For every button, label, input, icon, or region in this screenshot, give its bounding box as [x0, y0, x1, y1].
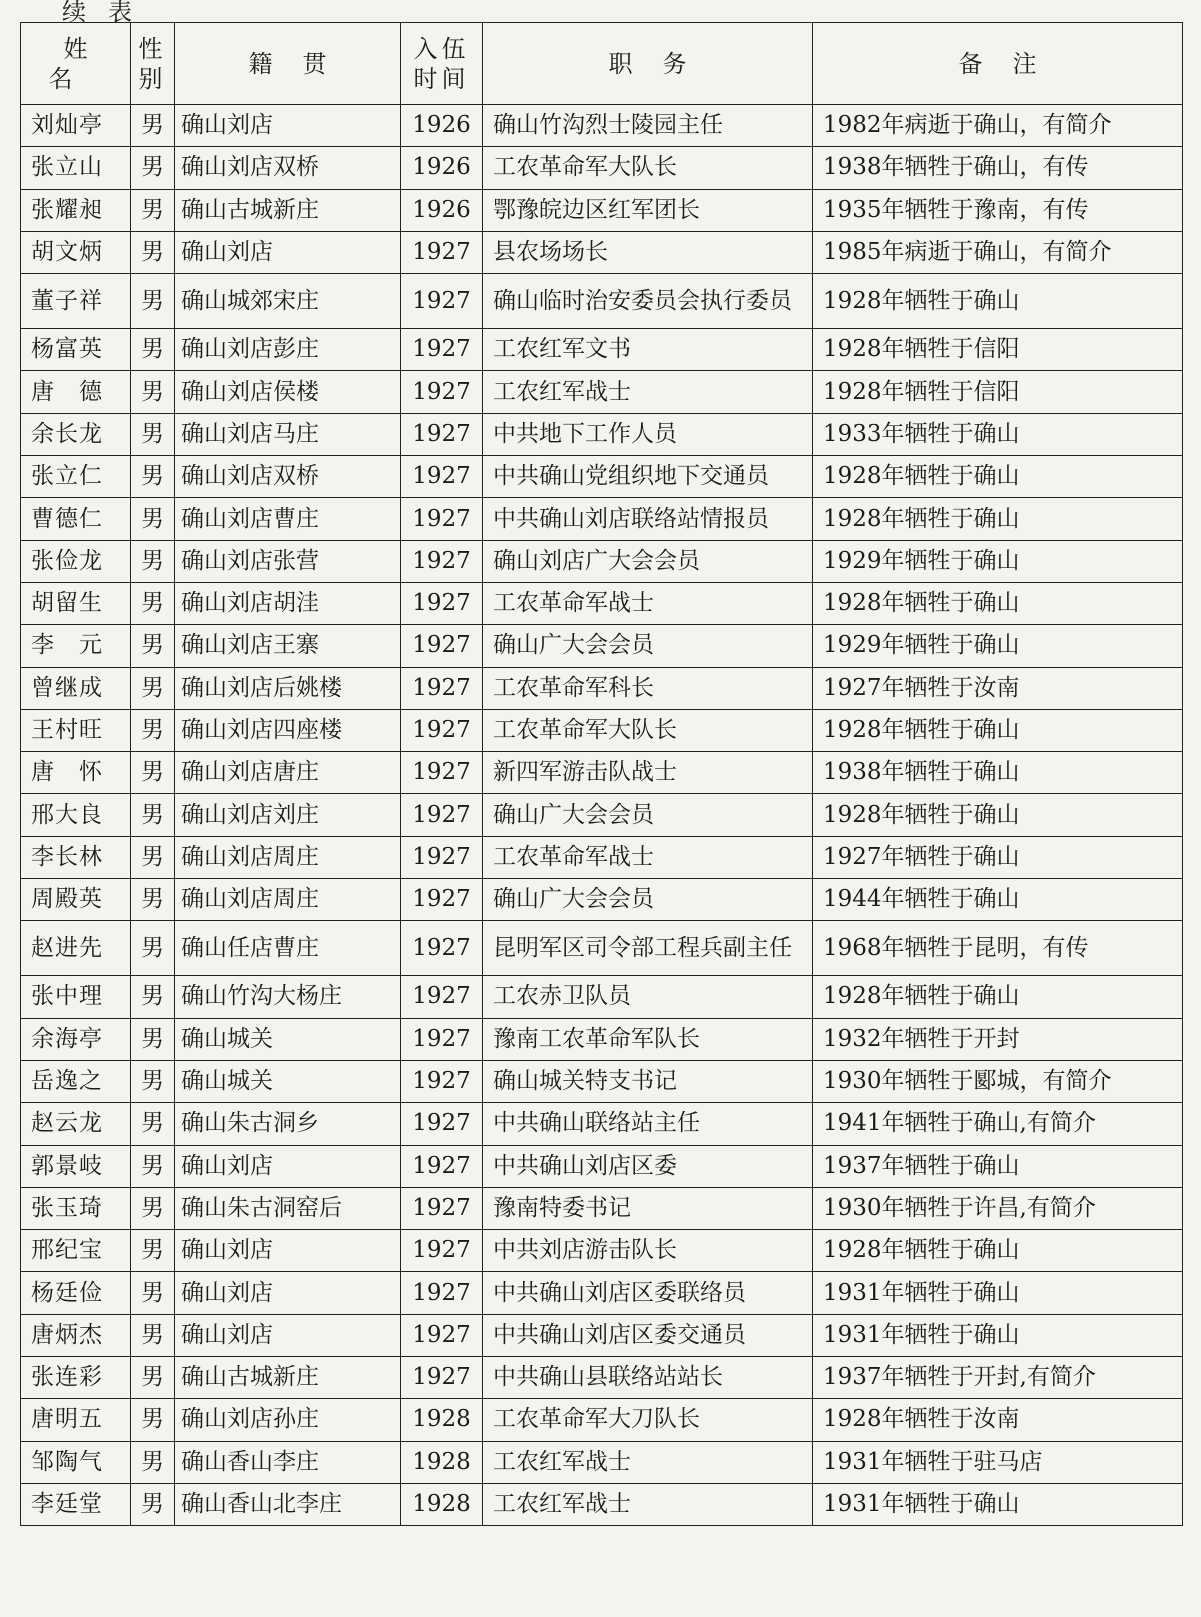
- cell-name: 岳逸之: [21, 1060, 131, 1102]
- cell-name: 胡留生: [21, 582, 131, 624]
- cell-origin: 确山古城新庄: [175, 1357, 401, 1399]
- cell-name: 邢大良: [21, 794, 131, 836]
- cell-year: 1927: [401, 1060, 483, 1102]
- cell-note: 1944年牺牲于确山: [813, 879, 1183, 921]
- table-row: [21, 1103, 1183, 1145]
- cell-note: 1929年牺牲于确山: [813, 540, 1183, 582]
- cell-origin: 确山刘店双桥: [175, 456, 401, 498]
- cell-duty: 工农红军战士: [483, 371, 813, 413]
- cell-duty: 工农革命军大刀队长: [483, 1399, 813, 1441]
- cell-duty: 新四军游击队战士: [483, 752, 813, 794]
- cell-origin: 确山刘店唐庄: [175, 752, 401, 794]
- cell-year: 1927: [401, 836, 483, 878]
- cell-origin: 确山城关: [175, 1060, 401, 1102]
- cell-year: 1927: [401, 667, 483, 709]
- cell-sex: 男: [131, 921, 175, 976]
- cell-year: 1927: [401, 879, 483, 921]
- cell-origin: 确山朱古洞乡: [175, 1103, 401, 1145]
- cell-note: 1968年牺牲于昆明，有传: [813, 921, 1183, 976]
- cell-name: 唐炳杰: [21, 1314, 131, 1356]
- cell-sex: 男: [131, 582, 175, 624]
- cell-duty: 豫南工农革命军队长: [483, 1018, 813, 1060]
- cell-sex: 男: [131, 1103, 175, 1145]
- cell-year: 1927: [401, 1018, 483, 1060]
- cell-name: 董子祥: [21, 274, 131, 329]
- roster-table: [20, 22, 1183, 1526]
- cell-name: 郭景岐: [21, 1145, 131, 1187]
- cell-sex: 男: [131, 976, 175, 1018]
- cell-origin: 确山刘店王寨: [175, 625, 401, 667]
- cell-year: 1927: [401, 1145, 483, 1187]
- cell-note: 1928年牺牲于确山: [813, 498, 1183, 540]
- cell-origin: 确山刘店胡洼: [175, 582, 401, 624]
- cell-sex: 男: [131, 625, 175, 667]
- cell-duty: 确山刘店广大会会员: [483, 540, 813, 582]
- table-row: [21, 231, 1183, 273]
- cell-note: 1932年牺牲于开封: [813, 1018, 1183, 1060]
- cell-sex: 男: [131, 1187, 175, 1229]
- cell-origin: 确山刘店彭庄: [175, 329, 401, 371]
- cell-name: 张立山: [21, 147, 131, 189]
- cell-sex: 男: [131, 709, 175, 751]
- table-row: [21, 498, 1183, 540]
- cell-origin: 确山刘店: [175, 1230, 401, 1272]
- cell-duty: 中共刘店游击队长: [483, 1230, 813, 1272]
- cell-sex: 男: [131, 231, 175, 273]
- cell-duty: 工农红军文书: [483, 329, 813, 371]
- cell-name: 张连彩: [21, 1357, 131, 1399]
- cell-year: 1927: [401, 1187, 483, 1229]
- cell-duty: 鄂豫皖边区红军团长: [483, 189, 813, 231]
- table-row: [21, 274, 1183, 329]
- cell-name: 李廷堂: [21, 1483, 131, 1525]
- header-sex: 性别: [131, 23, 175, 105]
- cell-duty: 确山临时治安委员会执行委员: [483, 274, 813, 329]
- continued-label: 续表: [62, 0, 154, 26]
- cell-origin: 确山刘店侯楼: [175, 371, 401, 413]
- cell-name: 曹德仁: [21, 498, 131, 540]
- table-row: [21, 582, 1183, 624]
- table-row: [21, 709, 1183, 751]
- cell-name: 张耀昶: [21, 189, 131, 231]
- cell-origin: 确山刘店周庄: [175, 879, 401, 921]
- cell-origin: 确山刘店: [175, 1145, 401, 1187]
- cell-duty: 县农场场长: [483, 231, 813, 273]
- header-note: 备注: [813, 23, 1183, 105]
- cell-origin: 确山刘店曹庄: [175, 498, 401, 540]
- header-origin: 籍贯: [175, 23, 401, 105]
- cell-year: 1927: [401, 274, 483, 329]
- cell-note: 1928年牺牲于确山: [813, 456, 1183, 498]
- header-duty: 职务: [483, 23, 813, 105]
- cell-name: 邹陶气: [21, 1441, 131, 1483]
- cell-year: 1927: [401, 1314, 483, 1356]
- cell-note: 1927年牺牲于汝南: [813, 667, 1183, 709]
- cell-origin: 确山刘店: [175, 1314, 401, 1356]
- cell-year: 1927: [401, 1272, 483, 1314]
- table-row: [21, 456, 1183, 498]
- cell-year: 1927: [401, 231, 483, 273]
- cell-origin: 确山刘店马庄: [175, 413, 401, 455]
- cell-origin: 确山香山北李庄: [175, 1483, 401, 1525]
- cell-year: 1927: [401, 498, 483, 540]
- table-row: [21, 879, 1183, 921]
- cell-origin: 确山刘店: [175, 231, 401, 273]
- cell-duty: 工农革命军大队长: [483, 709, 813, 751]
- cell-sex: 男: [131, 1357, 175, 1399]
- cell-name: 张俭龙: [21, 540, 131, 582]
- cell-year: 1927: [401, 329, 483, 371]
- table-row: [21, 752, 1183, 794]
- cell-note: 1928年牺牲于确山: [813, 794, 1183, 836]
- cell-sex: 男: [131, 329, 175, 371]
- cell-name: 余长龙: [21, 413, 131, 455]
- cell-year: 1927: [401, 976, 483, 1018]
- table-row: [21, 371, 1183, 413]
- cell-name: 张立仁: [21, 456, 131, 498]
- table-row: [21, 836, 1183, 878]
- cell-note: 1930年牺牲于郾城，有简介: [813, 1060, 1183, 1102]
- cell-origin: 确山刘店刘庄: [175, 794, 401, 836]
- cell-origin: 确山刘店后姚楼: [175, 667, 401, 709]
- cell-sex: 男: [131, 105, 175, 147]
- cell-sex: 男: [131, 667, 175, 709]
- cell-note: 1982年病逝于确山，有简介: [813, 105, 1183, 147]
- cell-sex: 男: [131, 794, 175, 836]
- cell-name: 杨廷俭: [21, 1272, 131, 1314]
- cell-origin: 确山刘店: [175, 1272, 401, 1314]
- cell-note: 1928年牺牲于确山: [813, 976, 1183, 1018]
- cell-sex: 男: [131, 752, 175, 794]
- table-row: [21, 976, 1183, 1018]
- cell-note: 1928年牺牲于确山: [813, 582, 1183, 624]
- table-row: [21, 1314, 1183, 1356]
- cell-year: 1928: [401, 1399, 483, 1441]
- table-row: [21, 1441, 1183, 1483]
- cell-year: 1927: [401, 1230, 483, 1272]
- table-row: [21, 1060, 1183, 1102]
- cell-note: 1938年牺牲于确山，有传: [813, 147, 1183, 189]
- cell-name: 唐明五: [21, 1399, 131, 1441]
- cell-duty: 中共确山刘店联络站情报员: [483, 498, 813, 540]
- cell-origin: 确山竹沟大杨庄: [175, 976, 401, 1018]
- cell-sex: 男: [131, 1314, 175, 1356]
- cell-name: 赵云龙: [21, 1103, 131, 1145]
- cell-name: 李长林: [21, 836, 131, 878]
- table-row: [21, 105, 1183, 147]
- cell-origin: 确山刘店双桥: [175, 147, 401, 189]
- table-row: [21, 667, 1183, 709]
- cell-sex: 男: [131, 1483, 175, 1525]
- table-row: [21, 794, 1183, 836]
- cell-year: 1927: [401, 371, 483, 413]
- cell-duty: 工农革命军大队长: [483, 147, 813, 189]
- cell-duty: 昆明军区司令部工程兵副主任: [483, 921, 813, 976]
- cell-name: 刘灿亭: [21, 105, 131, 147]
- cell-sex: 男: [131, 274, 175, 329]
- cell-note: 1929年牺牲于确山: [813, 625, 1183, 667]
- cell-duty: 中共确山刘店区委: [483, 1145, 813, 1187]
- cell-duty: 豫南特委书记: [483, 1187, 813, 1229]
- table-row: [21, 921, 1183, 976]
- cell-origin: 确山任店曹庄: [175, 921, 401, 976]
- cell-duty: 确山广大会会员: [483, 625, 813, 667]
- cell-sex: 男: [131, 498, 175, 540]
- cell-year: 1928: [401, 1441, 483, 1483]
- header-name: 姓名: [21, 23, 131, 105]
- cell-year: 1926: [401, 189, 483, 231]
- cell-year: 1927: [401, 540, 483, 582]
- cell-note: 1927年牺牲于确山: [813, 836, 1183, 878]
- cell-duty: 工农赤卫队员: [483, 976, 813, 1018]
- cell-note: 1931年牺牲于确山: [813, 1483, 1183, 1525]
- cell-name: 李 元: [21, 625, 131, 667]
- cell-duty: 中共确山党组织地下交通员: [483, 456, 813, 498]
- cell-origin: 确山刘店张营: [175, 540, 401, 582]
- cell-note: 1928年牺牲于汝南: [813, 1399, 1183, 1441]
- cell-name: 王村旺: [21, 709, 131, 751]
- cell-duty: 确山广大会会员: [483, 879, 813, 921]
- cell-name: 杨富英: [21, 329, 131, 371]
- cell-note: 1928年牺牲于确山: [813, 274, 1183, 329]
- cell-note: 1935年牺牲于豫南，有传: [813, 189, 1183, 231]
- cell-note: 1928年牺牲于确山: [813, 1230, 1183, 1272]
- table-row: [21, 1272, 1183, 1314]
- table-row: [21, 625, 1183, 667]
- cell-year: 1927: [401, 1357, 483, 1399]
- table-body: [21, 105, 1183, 1526]
- cell-note: 1931年牺牲于确山: [813, 1314, 1183, 1356]
- cell-sex: 男: [131, 1018, 175, 1060]
- cell-year: 1927: [401, 456, 483, 498]
- cell-year: 1927: [401, 709, 483, 751]
- cell-name: 张中理: [21, 976, 131, 1018]
- table-row: [21, 1357, 1183, 1399]
- cell-duty: 工农红军战士: [483, 1441, 813, 1483]
- table-row: [21, 329, 1183, 371]
- cell-name: 张玉琦: [21, 1187, 131, 1229]
- cell-sex: 男: [131, 1272, 175, 1314]
- cell-duty: 中共确山联络站主任: [483, 1103, 813, 1145]
- table-header: [21, 23, 1183, 105]
- cell-origin: 确山城郊宋庄: [175, 274, 401, 329]
- cell-duty: 确山广大会会员: [483, 794, 813, 836]
- cell-note: 1938年牺牲于确山: [813, 752, 1183, 794]
- cell-note: 1937年牺牲于确山: [813, 1145, 1183, 1187]
- table-row: [21, 1018, 1183, 1060]
- cell-name: 曾继成: [21, 667, 131, 709]
- cell-origin: 确山古城新庄: [175, 189, 401, 231]
- table-row: [21, 1145, 1183, 1187]
- cell-year: 1927: [401, 413, 483, 455]
- cell-name: 余海亭: [21, 1018, 131, 1060]
- cell-duty: 工农革命军科长: [483, 667, 813, 709]
- cell-sex: 男: [131, 147, 175, 189]
- cell-sex: 男: [131, 413, 175, 455]
- table-row: [21, 1399, 1183, 1441]
- cell-sex: 男: [131, 1060, 175, 1102]
- cell-sex: 男: [131, 456, 175, 498]
- table-row: [21, 1187, 1183, 1229]
- cell-origin: 确山城关: [175, 1018, 401, 1060]
- table-row: [21, 1230, 1183, 1272]
- cell-year: 1927: [401, 1103, 483, 1145]
- cell-sex: 男: [131, 371, 175, 413]
- cell-duty: 中共确山刘店区委联络员: [483, 1272, 813, 1314]
- cell-sex: 男: [131, 189, 175, 231]
- cell-duty: 工农革命军战士: [483, 582, 813, 624]
- cell-note: 1985年病逝于确山，有简介: [813, 231, 1183, 273]
- table-row: [21, 540, 1183, 582]
- cell-sex: 男: [131, 540, 175, 582]
- cell-year: 1927: [401, 921, 483, 976]
- cell-sex: 男: [131, 1441, 175, 1483]
- cell-note: 1928年牺牲于确山: [813, 709, 1183, 751]
- cell-note: 1928年牺牲于信阳: [813, 371, 1183, 413]
- cell-duty: 确山城关特支书记: [483, 1060, 813, 1102]
- cell-origin: 确山香山李庄: [175, 1441, 401, 1483]
- cell-name: 唐 德: [21, 371, 131, 413]
- cell-note: 1941年牺牲于确山,有简介: [813, 1103, 1183, 1145]
- cell-name: 邢纪宝: [21, 1230, 131, 1272]
- header-year: 入伍时间: [401, 23, 483, 105]
- cell-year: 1926: [401, 147, 483, 189]
- table-row: [21, 147, 1183, 189]
- cell-sex: 男: [131, 879, 175, 921]
- cell-year: 1928: [401, 1483, 483, 1525]
- cell-duty: 中共确山县联络站站长: [483, 1357, 813, 1399]
- cell-origin: 确山刘店孙庄: [175, 1399, 401, 1441]
- cell-duty: 工农革命军战士: [483, 836, 813, 878]
- cell-note: 1930年牺牲于许昌,有简介: [813, 1187, 1183, 1229]
- cell-name: 唐 怀: [21, 752, 131, 794]
- header-row: [21, 23, 1183, 105]
- cell-sex: 男: [131, 1145, 175, 1187]
- cell-year: 1927: [401, 794, 483, 836]
- cell-note: 1931年牺牲于确山: [813, 1272, 1183, 1314]
- table-row: [21, 189, 1183, 231]
- cell-origin: 确山朱古洞窑后: [175, 1187, 401, 1229]
- cell-duty: 中共地下工作人员: [483, 413, 813, 455]
- cell-year: 1926: [401, 105, 483, 147]
- cell-name: 周殿英: [21, 879, 131, 921]
- cell-note: 1931年牺牲于驻马店: [813, 1441, 1183, 1483]
- table-row: [21, 413, 1183, 455]
- cell-note: 1937年牺牲于开封,有简介: [813, 1357, 1183, 1399]
- cell-sex: 男: [131, 1399, 175, 1441]
- cell-origin: 确山刘店周庄: [175, 836, 401, 878]
- cell-duty: 工农红军战士: [483, 1483, 813, 1525]
- cell-year: 1927: [401, 625, 483, 667]
- cell-year: 1927: [401, 582, 483, 624]
- cell-name: 胡文炳: [21, 231, 131, 273]
- cell-note: 1933年牺牲于确山: [813, 413, 1183, 455]
- cell-origin: 确山刘店: [175, 105, 401, 147]
- cell-name: 赵进先: [21, 921, 131, 976]
- table-row: [21, 1483, 1183, 1525]
- cell-sex: 男: [131, 836, 175, 878]
- cell-origin: 确山刘店四座楼: [175, 709, 401, 751]
- cell-note: 1928年牺牲于信阳: [813, 329, 1183, 371]
- cell-sex: 男: [131, 1230, 175, 1272]
- cell-duty: 确山竹沟烈士陵园主任: [483, 105, 813, 147]
- cell-year: 1927: [401, 752, 483, 794]
- cell-duty: 中共确山刘店区委交通员: [483, 1314, 813, 1356]
